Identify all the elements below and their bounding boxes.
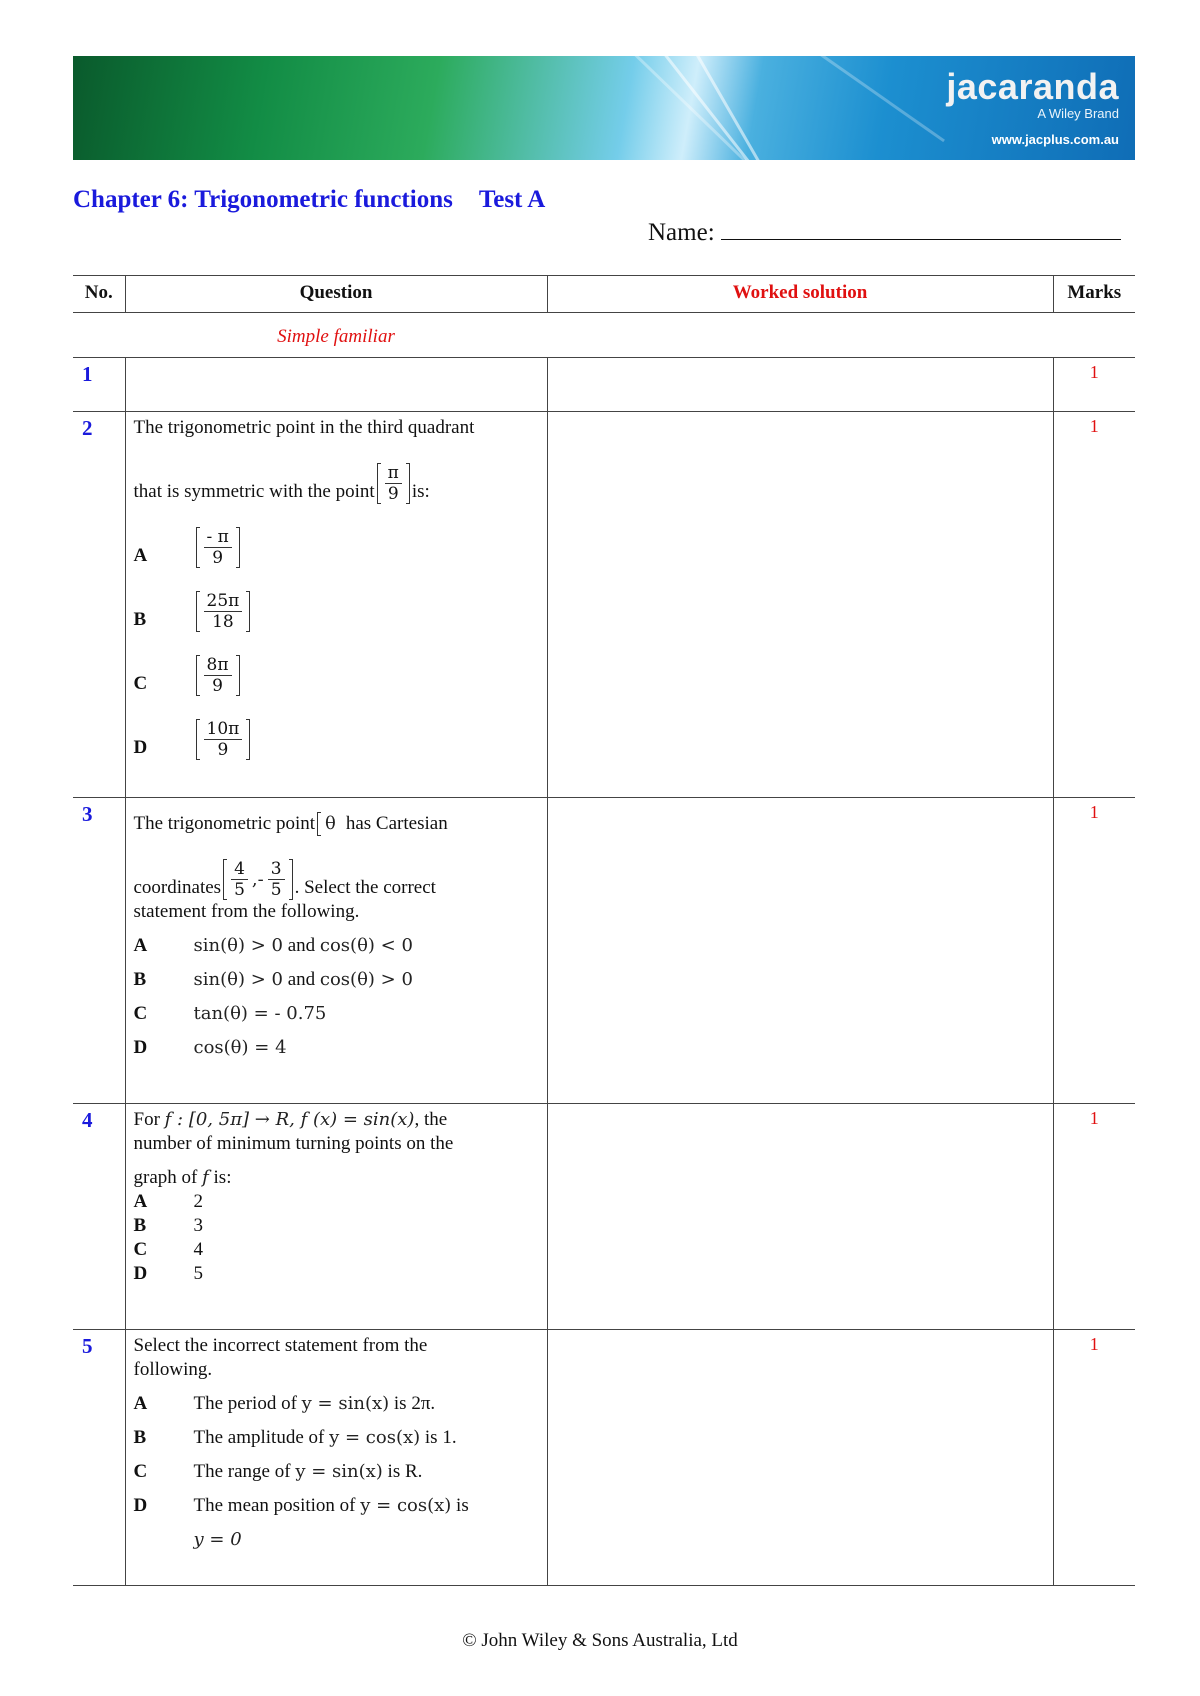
name-field <box>648 218 1121 247</box>
fraction-numerator: 3 <box>268 859 285 880</box>
option-b <box>134 958 541 992</box>
function-symbol: f <box>202 1167 209 1188</box>
name-blank-line <box>721 218 1121 240</box>
option-text: is 2π. <box>393 1393 436 1414</box>
option-text: is <box>456 1495 469 1516</box>
option-letter: D <box>133 737 148 758</box>
marks-cell: 1 <box>1053 798 1135 1104</box>
question-text: is: <box>213 1167 232 1188</box>
option-c <box>134 1450 541 1484</box>
option-d <box>134 696 541 760</box>
worked-solution-cell <box>547 412 1053 798</box>
question-text: The trigonometric point in the third quadrant <box>133 417 475 438</box>
option-math: cos(θ) < 0 <box>319 935 413 956</box>
header-marks: Marks <box>1053 276 1135 313</box>
question-cell <box>125 1330 547 1586</box>
question-number: 3 <box>73 798 125 1104</box>
chapter-title: Chapter 6: Trigonometric functions <box>73 186 453 213</box>
copyright-footer: © John Wiley & Sons Australia, Ltd <box>462 1630 738 1651</box>
question-number: 2 <box>73 412 125 798</box>
minus-sign: - <box>257 868 264 890</box>
option-math: sin(θ) > 0 <box>193 969 283 990</box>
option-d <box>134 1026 541 1060</box>
section-label: Simple familiar <box>125 313 547 358</box>
option-letter: D <box>133 1495 148 1516</box>
theta-bracket <box>317 812 344 836</box>
question-cell <box>125 1104 547 1330</box>
question-text: graph of <box>133 1167 198 1188</box>
brand-tagline: A Wiley Brand <box>1037 106 1119 121</box>
fraction-numerator: 25π <box>204 591 243 612</box>
option-math: cos(θ) = 4 <box>193 1037 287 1058</box>
question-text: following. <box>133 1359 213 1380</box>
option-letter: D <box>133 1037 148 1058</box>
option-value <box>196 591 251 632</box>
question-text-line <box>134 1156 541 1190</box>
question-text-line <box>134 836 541 900</box>
marks-cell: 1 <box>1053 358 1135 412</box>
header-question: Question <box>125 276 547 313</box>
question-text-line <box>134 440 541 504</box>
question-text: coordinates <box>133 877 222 898</box>
question-text: Select the incorrect statement from the <box>133 1335 428 1356</box>
question-text: statement from the following. <box>133 901 360 922</box>
option-a <box>134 1190 541 1214</box>
option-a <box>134 1382 541 1416</box>
question-text-line <box>134 1108 541 1132</box>
option-d-continuation <box>134 1518 541 1552</box>
table-row <box>73 798 1135 1104</box>
option-b <box>134 568 541 632</box>
question-text: . Select the correct <box>294 877 436 898</box>
option-math: y = cos(x) <box>360 1495 452 1516</box>
question-cell <box>125 358 547 412</box>
option-letter: B <box>133 969 147 990</box>
marks-cell: 1 <box>1053 1330 1135 1586</box>
question-text-line <box>134 802 541 836</box>
section-row <box>73 313 1135 358</box>
and-word: and <box>287 969 316 990</box>
option-math: tan(θ) = - 0.75 <box>193 1003 327 1024</box>
brand-name: jacaranda <box>946 66 1119 107</box>
option-letter: B <box>133 1215 147 1236</box>
option-math: y = sin(x) <box>295 1461 383 1482</box>
option-letter: B <box>133 609 147 630</box>
theta-symbol: θ <box>325 813 336 834</box>
option-value <box>196 527 240 568</box>
test-title: Test A <box>478 186 546 213</box>
question-number: 1 <box>73 358 125 412</box>
fraction-denominator: 9 <box>212 676 223 696</box>
question-table <box>73 275 1135 1586</box>
question-cell <box>125 412 547 798</box>
option-value: 5 <box>193 1263 203 1284</box>
question-text: The trigonometric point <box>133 813 316 834</box>
option-text: The mean position of <box>193 1495 356 1516</box>
fraction-denominator: 5 <box>270 880 282 900</box>
coordinate-bracket: $\frac{4}{5}$ , - $\frac{3}{5}$ <box>223 859 292 900</box>
option-value: 4 <box>193 1239 203 1260</box>
option-letter: A <box>133 1191 148 1212</box>
question-cell <box>125 798 547 1104</box>
option-letter: C <box>133 1239 148 1260</box>
table-row <box>73 1330 1135 1586</box>
option-value <box>196 655 240 696</box>
option-math: cos(θ) > 0 <box>319 969 413 990</box>
function-definition: f : [0, 5π] → R, f (x) = sin(x) <box>164 1109 415 1130</box>
option-value <box>196 719 251 760</box>
header-worked-solution: Worked solution <box>547 276 1053 313</box>
option-b <box>134 1214 541 1238</box>
fraction-numerator: 10π <box>204 719 243 740</box>
option-a <box>134 504 541 568</box>
fraction-numerator: - π <box>204 527 232 548</box>
name-label: Name: <box>648 219 715 246</box>
question-text: that is symmetric with the point <box>133 481 375 502</box>
fraction-denominator: 18 <box>212 612 234 632</box>
option-c <box>134 632 541 696</box>
marks-cell: 1 <box>1053 412 1135 798</box>
jacaranda-logo <box>946 68 1119 147</box>
fraction-numerator: 4 <box>231 859 248 880</box>
option-letter: C <box>133 673 148 694</box>
option-text: The range of <box>193 1461 291 1482</box>
option-letter: A <box>133 935 148 956</box>
page-title <box>73 186 545 214</box>
option-math: y = cos(x) <box>329 1427 421 1448</box>
worked-solution-cell <box>547 1104 1053 1330</box>
fraction-numerator: π <box>385 463 402 484</box>
option-letter: C <box>133 1003 148 1024</box>
table-row <box>73 1104 1135 1330</box>
question-text: number of minimum turning points on the <box>133 1133 454 1154</box>
table-row <box>73 358 1135 412</box>
fraction-denominator: 9 <box>387 484 399 504</box>
question-text: For <box>133 1109 160 1130</box>
brand-url: www.jacplus.com.au <box>991 132 1119 147</box>
option-value: 2 <box>193 1191 203 1212</box>
option-text: The amplitude of <box>193 1427 325 1448</box>
question-text: , the <box>414 1109 448 1130</box>
question-text: has Cartesian <box>345 813 448 834</box>
worked-solution-cell <box>547 358 1053 412</box>
header-no: No. <box>73 276 125 313</box>
table-row <box>73 412 1135 798</box>
point-bracket <box>377 463 410 504</box>
option-d <box>134 1262 541 1286</box>
option-a <box>134 924 541 958</box>
worked-solution-cell <box>547 1330 1053 1586</box>
fraction-denominator: 9 <box>217 740 229 760</box>
marks-cell: 1 <box>1053 1104 1135 1330</box>
option-letter: A <box>133 545 148 566</box>
worked-solution-cell <box>547 798 1053 1104</box>
table-header-row <box>73 276 1135 313</box>
option-text: is R. <box>387 1461 423 1482</box>
question-number: 5 <box>73 1330 125 1586</box>
and-word: and <box>287 935 316 956</box>
option-letter: B <box>133 1427 147 1448</box>
header-banner <box>73 56 1135 160</box>
option-letter: A <box>133 1393 148 1414</box>
option-math: y = sin(x) <box>301 1393 390 1414</box>
option-value: 3 <box>193 1215 203 1236</box>
option-b <box>134 1416 541 1450</box>
option-letter: C <box>133 1461 148 1482</box>
fraction-denominator: 9 <box>212 548 224 568</box>
option-c <box>134 1238 541 1262</box>
option-c <box>134 992 541 1026</box>
question-text: is: <box>411 481 430 502</box>
fraction-numerator: 8π <box>204 655 232 676</box>
option-text: The period of <box>193 1393 297 1414</box>
option-math: y = 0 <box>193 1529 242 1550</box>
option-d <box>134 1484 541 1518</box>
question-number: 4 <box>73 1104 125 1330</box>
option-letter: D <box>133 1263 148 1284</box>
option-text: is 1. <box>424 1427 457 1448</box>
fraction-denominator: 5 <box>234 880 245 900</box>
option-math: sin(θ) > 0 <box>193 935 283 956</box>
